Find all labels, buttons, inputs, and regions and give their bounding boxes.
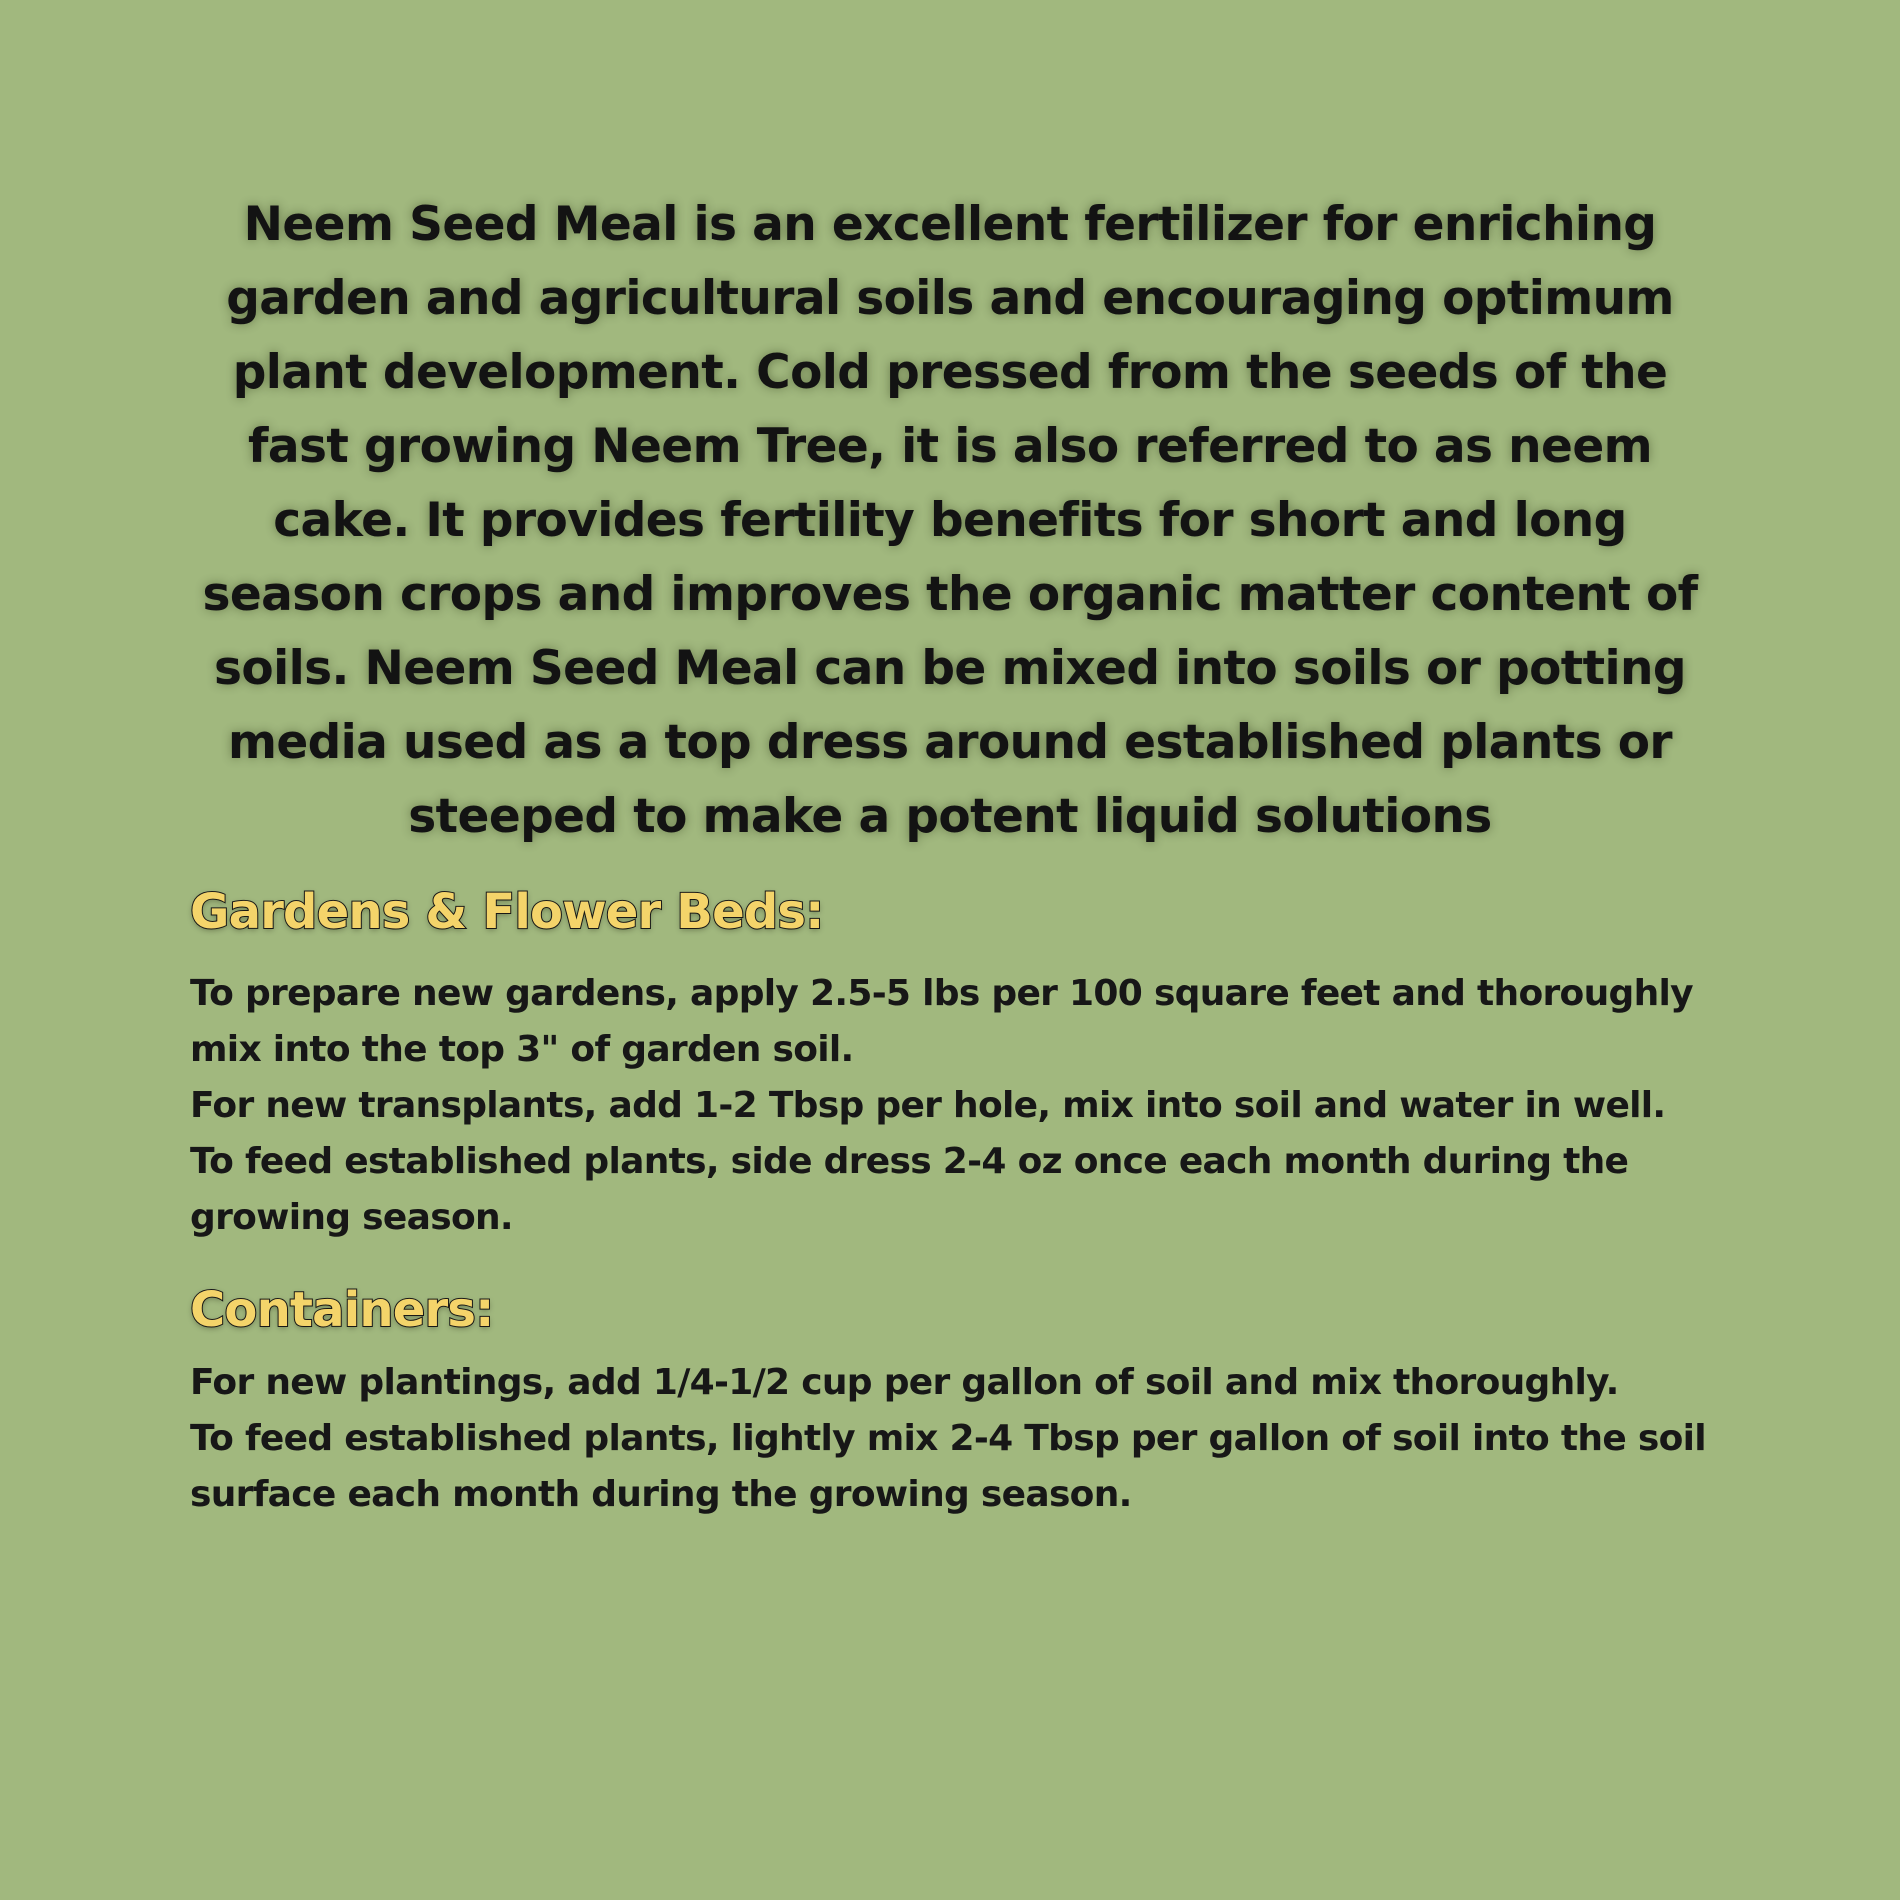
containers-line: To feed established plants, lightly mix 2-4 Tbsp per gallon of soil into the soil surface each month during the growing season.	[190, 1418, 1706, 1515]
gardens-line: To prepare new gardens, apply 2.5-5 lbs per 100 square feet and thoroughly mix into the top 3" of garden soil.	[190, 973, 1693, 1070]
containers-heading: Containers:	[190, 1282, 494, 1338]
gardens-line: For new transplants, add 1-2 Tbsp per hole, mix into soil and water in well.	[190, 1085, 1666, 1126]
gardens-instructions	[190, 966, 1710, 1246]
containers-line: For new plantings, add 1/4-1/2 cup per gallon of soil and mix thoroughly.	[190, 1362, 1619, 1403]
intro-paragraph: Neem Seed Meal is an excellent fertilizer for enriching garden and agricultural soils and encouraging optimum plant development. Cold pressed from the seeds of the fast growing Neem Tree, it is also referred to as neem cake. It provides fertility benefits for short and long season crops and improves the organic matter content of soils. Neem Seed Meal can be mixed into soils or potting media used as a top dress around established plants or steeped to make a potent liquid solutions	[202, 197, 1698, 844]
gardens-line: To feed established plants, side dress 2-4 oz once each month during the growing season.	[190, 1141, 1629, 1238]
gardens-heading: Gardens & Flower Beds:	[190, 884, 824, 940]
containers-instructions	[190, 1355, 1710, 1523]
